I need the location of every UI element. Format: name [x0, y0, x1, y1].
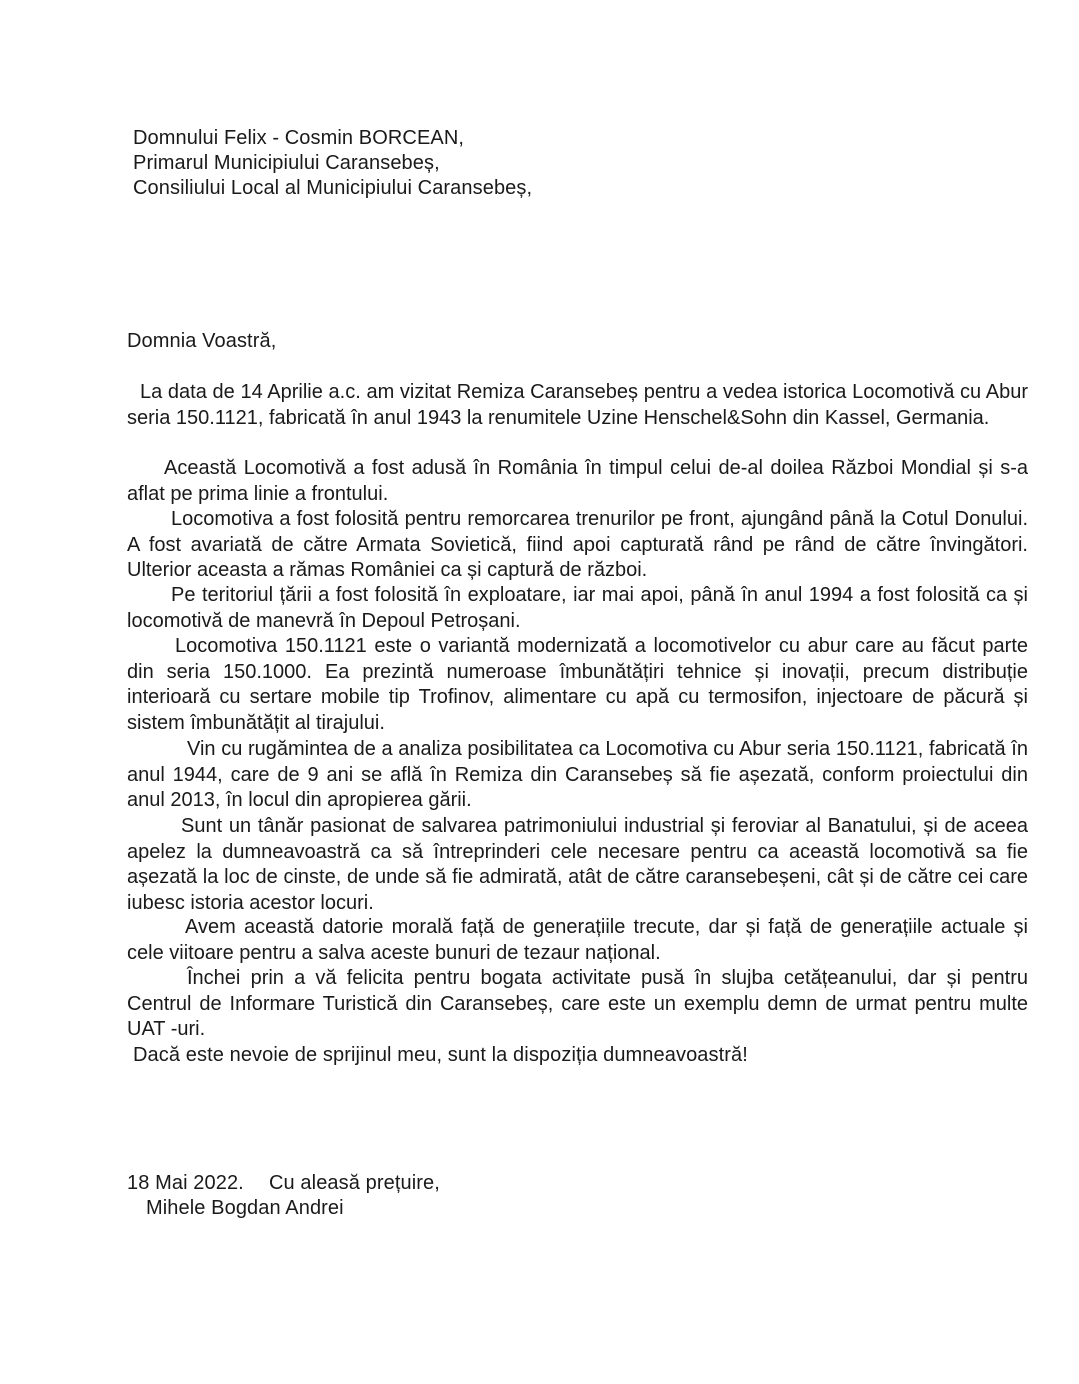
body-paragraph-1: La data de 14 Aprilie a.c. am vizitat Remiza Caransebeș pentru a vedea istorica Locomotivă cu Abur seria 150.1121, fabricată în anul 1943 la renumitele Uzine Henschel&Sohn din Kassel, Germania. — [127, 381, 1028, 429]
body-paragraph-3: Locomotiva a fost folosită pentru remorcarea trenurilor pe front, ajungând până la Cotul Donului. A fost avariată de către Armata Sovietică, fiind apoi capturată rând pe rând de către învingători. Ulterior aceasta a rămas României ca și captură de război. — [127, 508, 1028, 581]
body-paragraph-7: Sunt un tânăr pasionat de salvarea patrimoniului industrial și feroviar al Banatului, și de aceea apelez la dumneavoastră ca să întreprinderi cele necesare pentru ca această locomotivă sa fie așezată la loc de cinste, de unde să fie admirată, atât de către caransebeșeni, cât și de către cei care iubesc istoria acestor locuri. — [127, 815, 1028, 914]
body-paragraph-5: Locomotiva 150.1121 este o variantă modernizată a locomotivelor cu abur care au făcut parte din seria 150.1000. Ea prezintă numeroase îmbunătățiri tehnice și inovații, precum distribuție interioară cu sertare mobile tip Trofinov, alimentare cu apă cu termosifon, injectoare de păcură și sistem îmbunătățit al tirajului. — [127, 635, 1028, 734]
recipient-line-2: Primarul Municipiului Caransebeș, — [133, 152, 440, 174]
body-paragraph-8: Avem această datorie morală față de generațiile trecute, dar și față de generațiile actuale și cele viitoare pentru a salva aceste bunuri de tezaur național. — [127, 916, 1028, 964]
recipient-line-1: Domnului Felix - Cosmin BORCEAN, — [133, 127, 465, 149]
closing-regards: Cu aleasă prețuire, — [269, 1172, 440, 1194]
salutation: Domnia Voastră, — [127, 330, 277, 352]
body-paragraph-2: Această Locomotivă a fost adusă în România în timpul celui de-al doilea Război Mondial și s-a aflat pe prima linie a frontului. — [127, 457, 1028, 505]
recipient-line-3: Consiliului Local al Municipiului Caransebeș, — [133, 177, 533, 199]
body-paragraph-10: Dacă este nevoie de sprijinul meu, sunt la dispoziția dumneavoastră! — [133, 1044, 748, 1066]
body-paragraph-9: Închei prin a vă felicita pentru bogata activitate pusă în slujba cetățeanului, dar și pentru Centrul de Informare Turistică din Caransebeș, care este un exemplu demn de urmat pentru multe UAT -uri. — [127, 967, 1028, 1040]
body-paragraph-6: Vin cu rugămintea de a analiza posibilitatea ca Locomotiva cu Abur seria 150.1121, fabricată în anul 1944, care de 9 ani se află în Remiza din Caransebeș să fie așezată, conform proiectului din anul 2013, în locul din apropierea gării. — [127, 738, 1028, 811]
body-paragraph-4: Pe teritoriul țării a fost folosită în exploatare, iar mai apoi, până în anul 1994 a fost folosită ca și locomotivă de manevră în Depoul Petroșani. — [127, 584, 1028, 632]
signature-name: Mihele Bogdan Andrei — [146, 1197, 344, 1219]
closing-date: 18 Mai 2022. — [127, 1172, 244, 1194]
